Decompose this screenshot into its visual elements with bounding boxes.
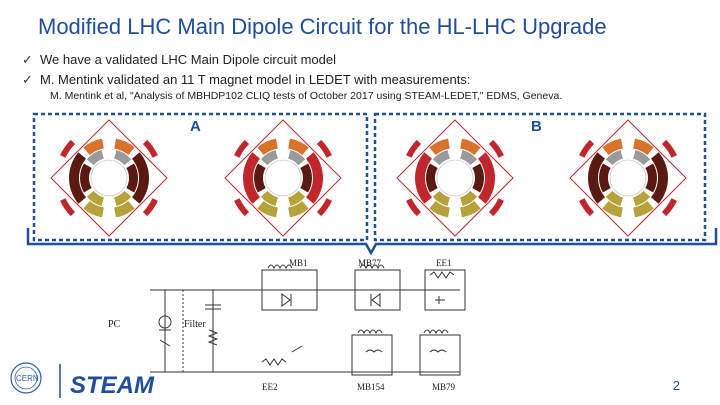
bullet-2-text: M. Mentink validated an 11 T magnet model in LEDET with measurements:: [40, 72, 471, 87]
steam-logo: STEAM: [70, 372, 154, 399]
label-ee2: EE2: [262, 382, 278, 392]
label-mb77: MB77: [358, 258, 382, 268]
label-a: A: [190, 118, 201, 135]
slide-title: Modified LHC Main Dipole Circuit for the HL-LHC Upgrade: [38, 14, 607, 39]
reference-citation: M. Mentink et al, "Analysis of MBHDP102 CLIQ tests of October 2017 using STEAM-LEDET," EDMS, Geneva.: [50, 90, 563, 102]
label-ee1: EE1: [436, 258, 452, 268]
checkmark-icon: ✓: [22, 72, 33, 87]
label-pc: PC: [108, 319, 121, 330]
label-filter: Filter: [184, 319, 206, 330]
label-mb1: MB1: [289, 258, 308, 268]
label-b: B: [531, 118, 542, 135]
cern-logo: [11, 363, 41, 393]
label-mb79: MB79: [432, 382, 456, 392]
svg-text:CERN: CERN: [16, 374, 39, 383]
checkmark-icon: ✓: [22, 52, 33, 67]
bullet-1-text: We have a validated LHC Main Dipole circuit model: [40, 52, 337, 67]
page-number: 2: [672, 378, 680, 393]
label-mb154: MB154: [357, 382, 385, 392]
